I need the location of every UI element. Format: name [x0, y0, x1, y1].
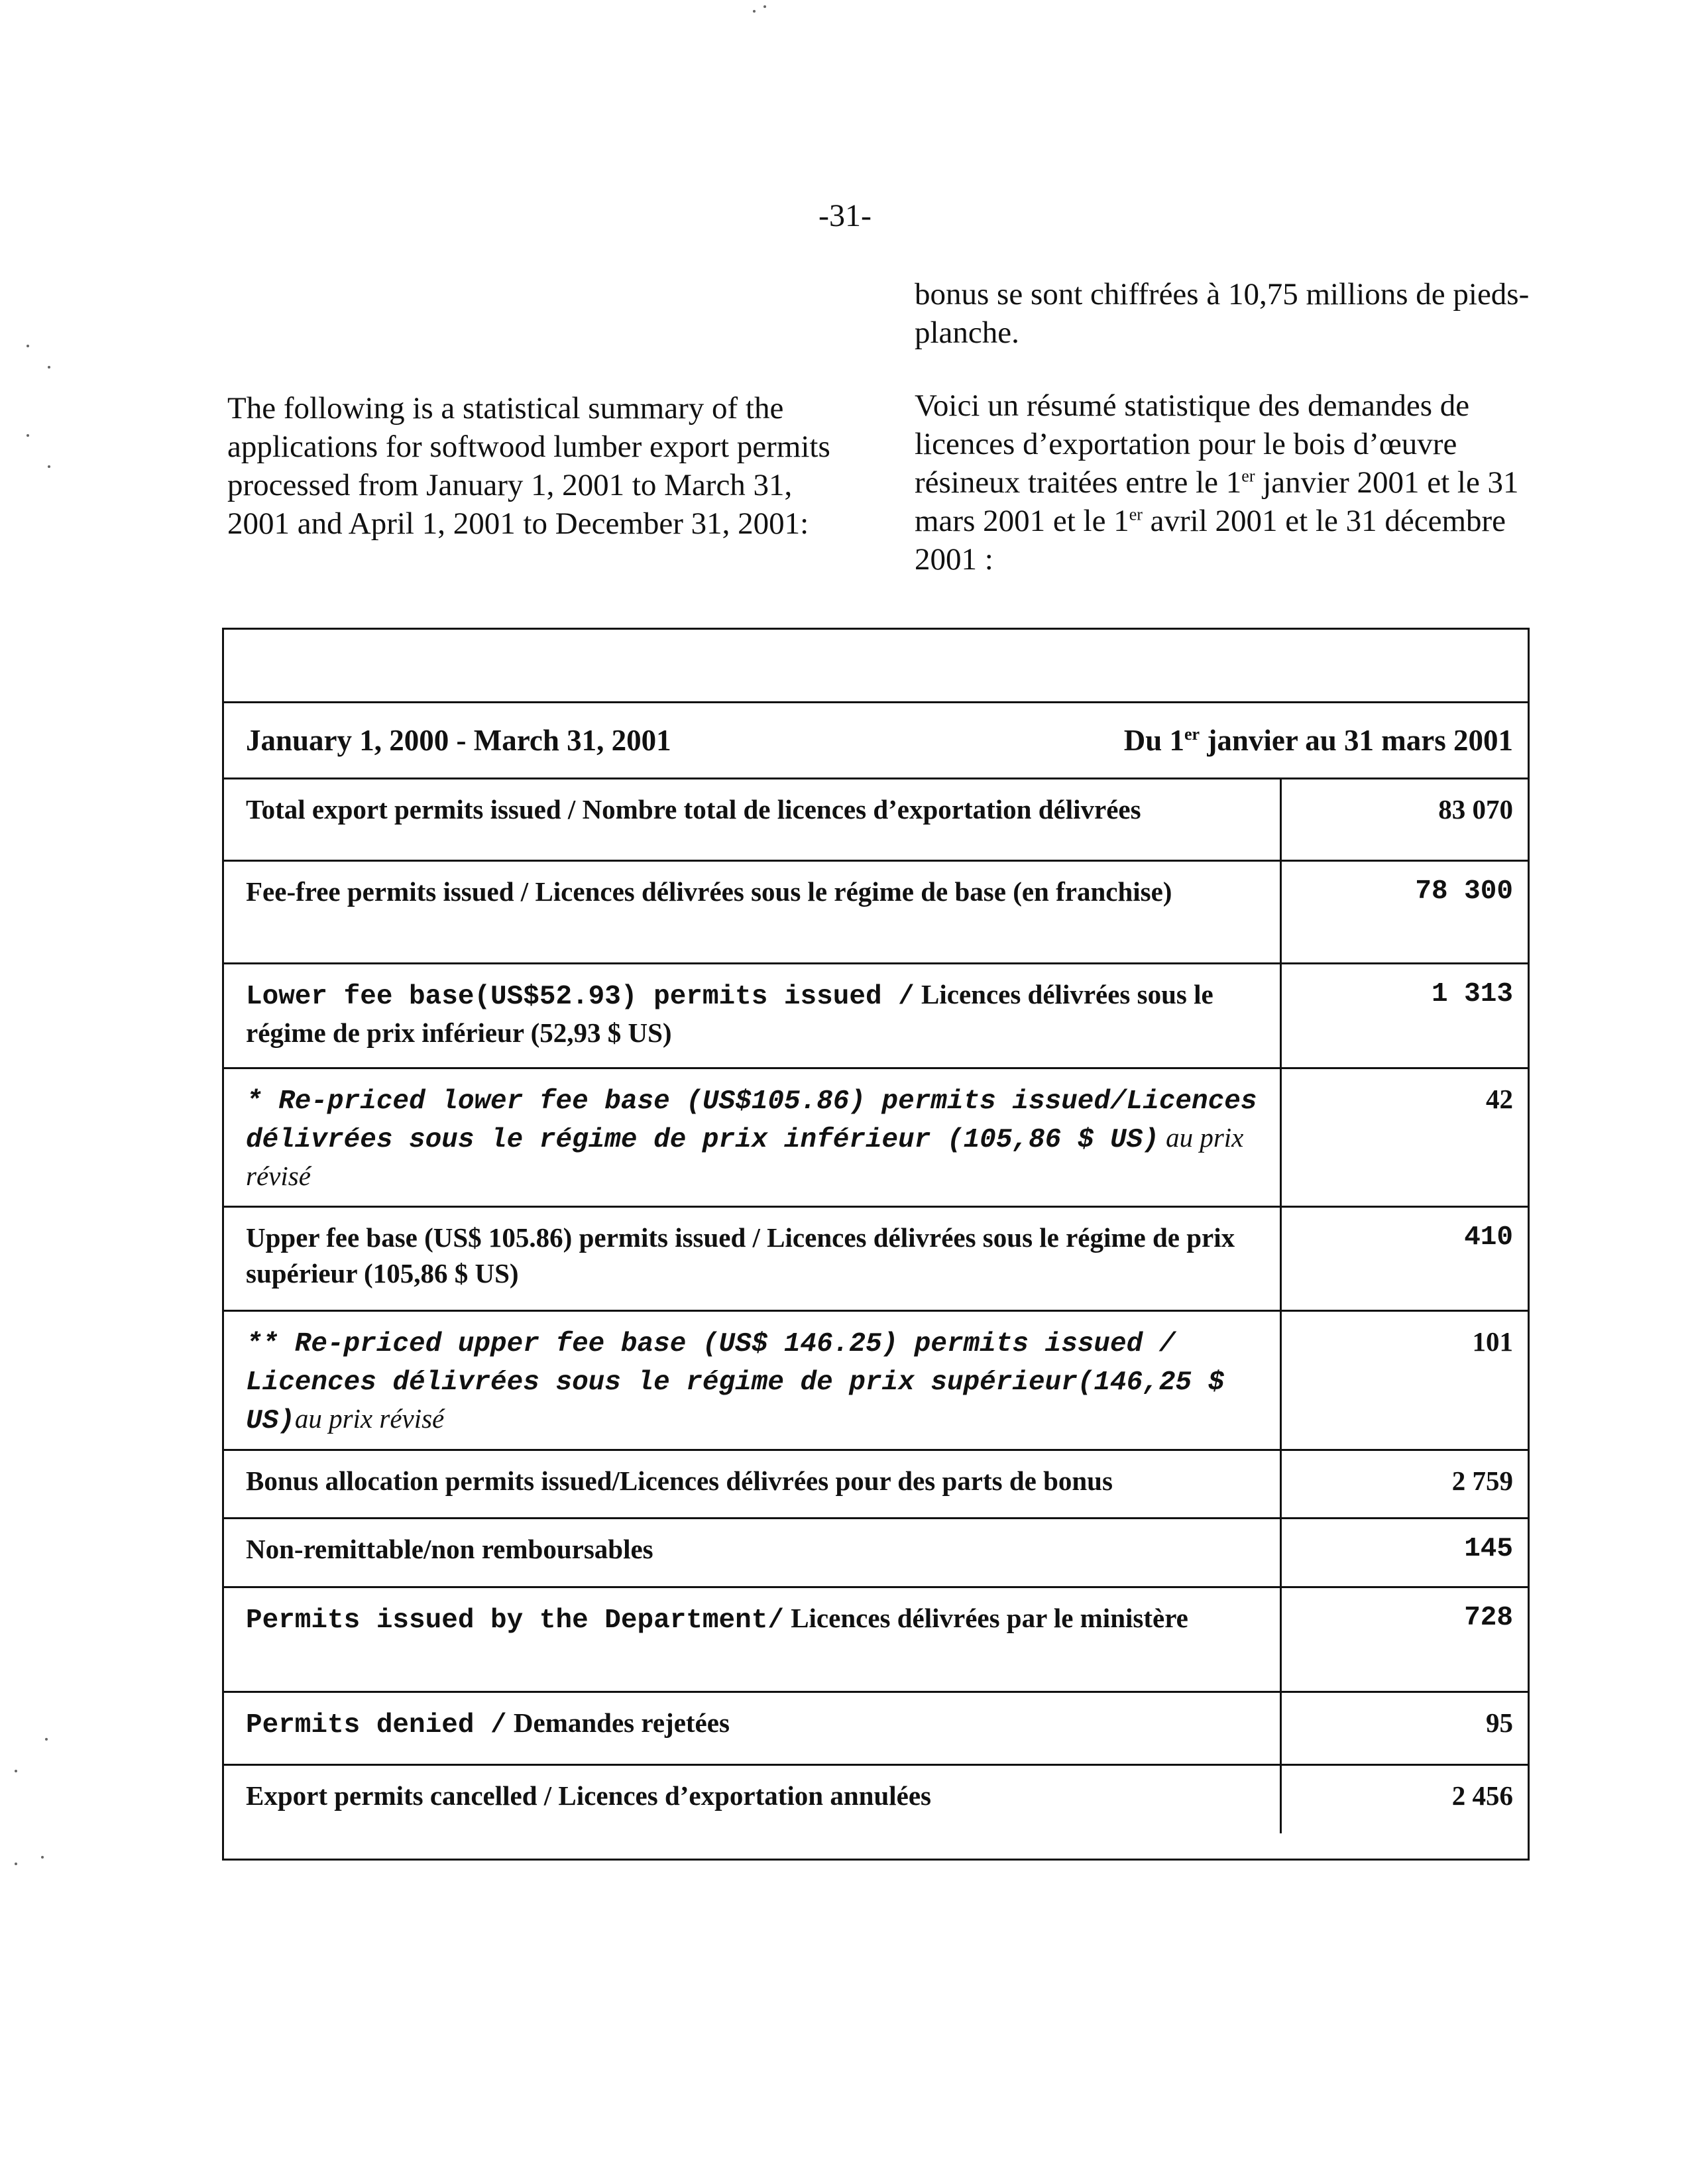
table-empty-top-row [224, 630, 1528, 703]
row-value-department: 728 [1464, 1603, 1513, 1633]
scan-speck [15, 1863, 17, 1865]
table-row [224, 1693, 1528, 1766]
table-row [224, 964, 1528, 1069]
row-label-department [224, 1588, 1282, 1691]
row-label-denied [224, 1693, 1282, 1764]
table-row [224, 1208, 1528, 1312]
row-label-department-serif: Licences délivrées par le ministère [783, 1603, 1188, 1633]
row-value-cancelled: 2 456 [1451, 1780, 1513, 1811]
table-row [224, 1519, 1528, 1588]
scan-speck [45, 1738, 48, 1741]
table-header-french [1124, 723, 1513, 758]
left-column [227, 389, 850, 577]
row-label-repriced-lower-mono: * Re-priced lower fee base (US$105.86) permits issued/Licences délivrées sous le régime de prix inférieur (105,86 $ US) [246, 1086, 1257, 1155]
row-label-cancelled: Export permits cancelled / Licences d’exportation annulées [224, 1766, 1282, 1833]
row-value-total-permits: 83 070 [1438, 794, 1513, 825]
superscript-er: er [1129, 504, 1143, 524]
row-label-lower-fee-serif: Licences délivrées sous le régime de prix inférieur (52,93 $ US) [246, 979, 1213, 1048]
right-paragraph-2-text-b: janvier 2001 et le 31 mars 2001 et le 1 [915, 465, 1519, 538]
row-label-repriced-upper [224, 1312, 1282, 1449]
header-french-a: Du 1 [1123, 724, 1184, 757]
scan-speck [48, 465, 50, 468]
table-row [224, 1588, 1528, 1693]
scan-speck [753, 10, 756, 13]
row-label-total-permits: Total export permits issued / Nombre total de licences d’exportation délivrées [224, 779, 1282, 860]
table-row [224, 862, 1528, 964]
row-label-repriced-lower-serif: au prix révisé [246, 1122, 1244, 1191]
scan-speck [48, 366, 50, 369]
row-label-lower-fee [224, 964, 1282, 1067]
right-paragraph-2-text-c: avril 2001 et le 31 décembre 2001 : [915, 504, 1506, 577]
row-label-non-remittable: Non-remittable/non remboursables [224, 1519, 1282, 1586]
row-label-repriced-upper-mono: ** Re-priced upper fee base (US$ 146.25) permits issued / Licences délivrées sous le régime de prix supérieur(146,25 $ US) [246, 1329, 1225, 1436]
row-value-denied: 95 [1486, 1707, 1513, 1738]
permits-table [222, 628, 1530, 1861]
scan-speck [15, 1770, 17, 1772]
row-label-fee-free: Fee-free permits issued / Licences délivrées sous le régime de base (en franchise) [224, 862, 1282, 962]
scan-speck [41, 1856, 44, 1859]
page-number: -31- [818, 198, 872, 233]
right-paragraph-1: bonus se sont chiffrées à 10,75 millions de pieds-planche. [915, 277, 1530, 350]
superscript-er: er [1184, 724, 1200, 744]
row-value-non-remittable: 145 [1464, 1534, 1513, 1564]
row-value-upper-fee: 410 [1464, 1222, 1513, 1253]
row-label-denied-serif: Demandes rejetées [506, 1707, 730, 1738]
left-paragraph-1: The following is a statistical summary of the applications for softwood lumber export permits processed from January 1, 2001 to March 31, 2001 and April 1, 2001 to December 31, 2001: [227, 391, 830, 541]
scan-speck [27, 345, 29, 347]
row-label-repriced-upper-serif: au prix révisé [294, 1403, 445, 1434]
scan-speck [27, 434, 29, 437]
table-row [224, 1766, 1528, 1833]
row-label-upper-fee: Upper fee base (US$ 105.86) permits issued / Licences délivrées sous le régime de prix supérieur (105,86 $ US) [224, 1208, 1282, 1310]
table-row [224, 1312, 1528, 1451]
header-french-b: janvier au 31 mars 2001 [1200, 724, 1513, 757]
right-column [915, 275, 1551, 613]
superscript-er: er [1241, 466, 1255, 486]
right-paragraph-2 [915, 386, 1551, 579]
row-label-department-mono: Permits issued by the Department/ [246, 1605, 784, 1636]
table-row [224, 1451, 1528, 1519]
row-label-denied-mono: Permits denied / [246, 1710, 507, 1741]
scan-speck [763, 5, 766, 8]
row-value-bonus: 2 759 [1451, 1466, 1513, 1496]
row-label-repriced-lower [224, 1069, 1282, 1206]
row-value-fee-free: 78 300 [1415, 876, 1513, 907]
row-value-repriced-upper: 101 [1472, 1326, 1513, 1357]
table-header-english: January 1, 2000 - March 31, 2001 [246, 724, 671, 757]
right-paragraph-2-text-a: Voici un résumé statistique des demandes de licences d’exportation pour le bois d’œuvre résineux traitées entre le 1 [915, 388, 1470, 500]
table-header-row [224, 703, 1528, 779]
row-value-repriced-lower: 42 [1486, 1084, 1513, 1114]
table-row [224, 779, 1528, 862]
table-row [224, 1069, 1528, 1208]
row-label-lower-fee-mono: Lower fee base(US$52.93) permits issued / [246, 982, 915, 1012]
row-label-bonus: Bonus allocation permits issued/Licences délivrées pour des parts de bonus [224, 1451, 1282, 1517]
row-value-lower-fee: 1 313 [1431, 979, 1513, 1009]
